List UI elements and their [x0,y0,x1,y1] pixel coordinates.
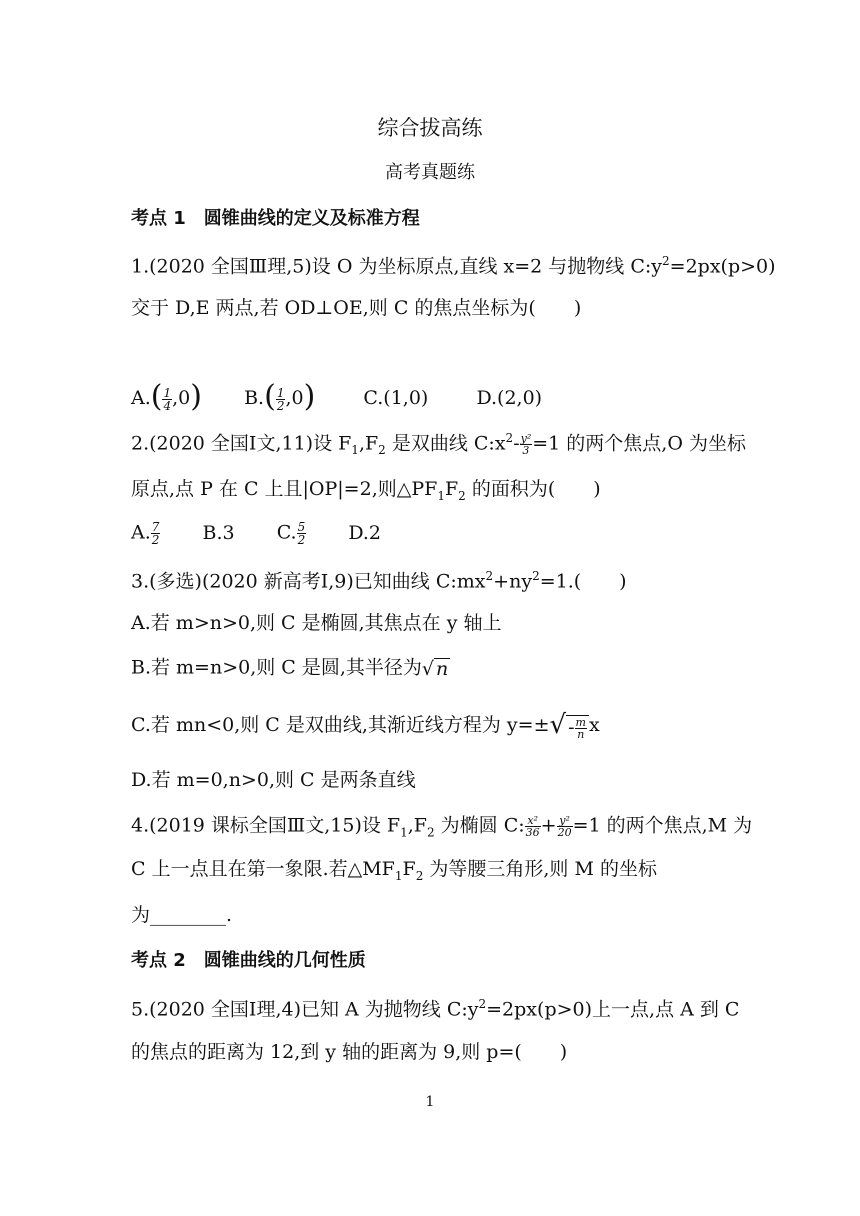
question-3-option-d: D.若 m=0,n>0,则 C 是两条直线 [131,769,416,791]
question-1-line-2: 交于 D,E 两点,若 OD⊥OE,则 C 的焦点坐标为( ) [131,297,582,319]
option-b: B.( $\frac{1}{2}$ ,0) [244,379,316,414]
question-2-line-1: 2.(2020 全国Ⅰ文,11)设 $F_1,F_2$ 是双曲线 $C:x^2-$ $\frac{\text{y²}}{3}$ =1 的两个焦点,O 为坐标 [131,431,746,458]
question-4-line-1: 4.(2019 课标全国Ⅲ文,15)设 $F_1,F_2$ 为椭圆 C: $\frac{\text{x²}}{36}$ + $\frac{\text{y²}}{20}$ =1 的两个焦点,M 为 [131,814,753,840]
option-a: A. $\frac{7}{2}$ [131,520,160,547]
question-1-line-1: 1.(2020 全国Ⅲ理,5)设 O 为坐标原点,直线 x=2 与抛物线 $C:y^2=2px(p>0)$ [131,254,776,278]
question-1-options [131,379,543,414]
question-3-stem: 3.(多选)(2020 新高考Ⅰ,9)已知曲线 $C:mx^2+ny^2=1$.( ) [131,569,627,593]
option-a: A.( $\frac{1}{4}$ ,0) [131,379,202,414]
question-4-line-2: C 上一点且在第一象限.若$\triangle MF_1F_2$ 为等腰三角形,则 M 的坐标 [131,858,657,883]
option-d: D.2 [348,521,382,544]
question-5-line-1: 5.(2020 全国Ⅰ理,4)已知 A 为抛物线 $C:y^2=2px(p>0)$上一点,点 A 到 C [131,997,740,1021]
section-heading-1: 考点 1 圆锥曲线的定义及标准方程 [131,208,420,229]
option-d: D.(2,0) [476,387,543,409]
option-c: C. $\frac{5}{2}$ [276,520,306,547]
option-b: B.3 [202,521,235,544]
question-2-options [131,521,381,546]
question-5-line-2: 的焦点的距离为 12,到 y 轴的距离为 9,则 p=( ) [131,1041,568,1063]
section-heading-2: 考点 2 圆锥曲线的几何性质 [131,950,366,971]
question-3-option-c: C.若 mn<0,则 C 是双曲线,其渐近线方程为 y=±√ - $\frac{m}{n}$ x [131,710,600,741]
option-c: C.(1,0) [363,387,429,409]
page-number: 1 [425,1094,435,1110]
page-subtitle: 高考真题练 [385,162,475,183]
question-3-option-a: A.若 m>n>0,则 C 是椭圆,其焦点在 y 轴上 [131,612,502,634]
question-2-line-2: 原点,点 P 在 C 上且|OP|=2,则$\triangle PF_1F_2$ 的面积为( ) [131,478,601,503]
question-4-line-3: 为________. [131,904,233,926]
question-3-option-b: B.若 m=n>0,则 C 是圆,其半径为√ n [131,656,449,680]
page-title: 综合拔高练 [377,116,483,140]
